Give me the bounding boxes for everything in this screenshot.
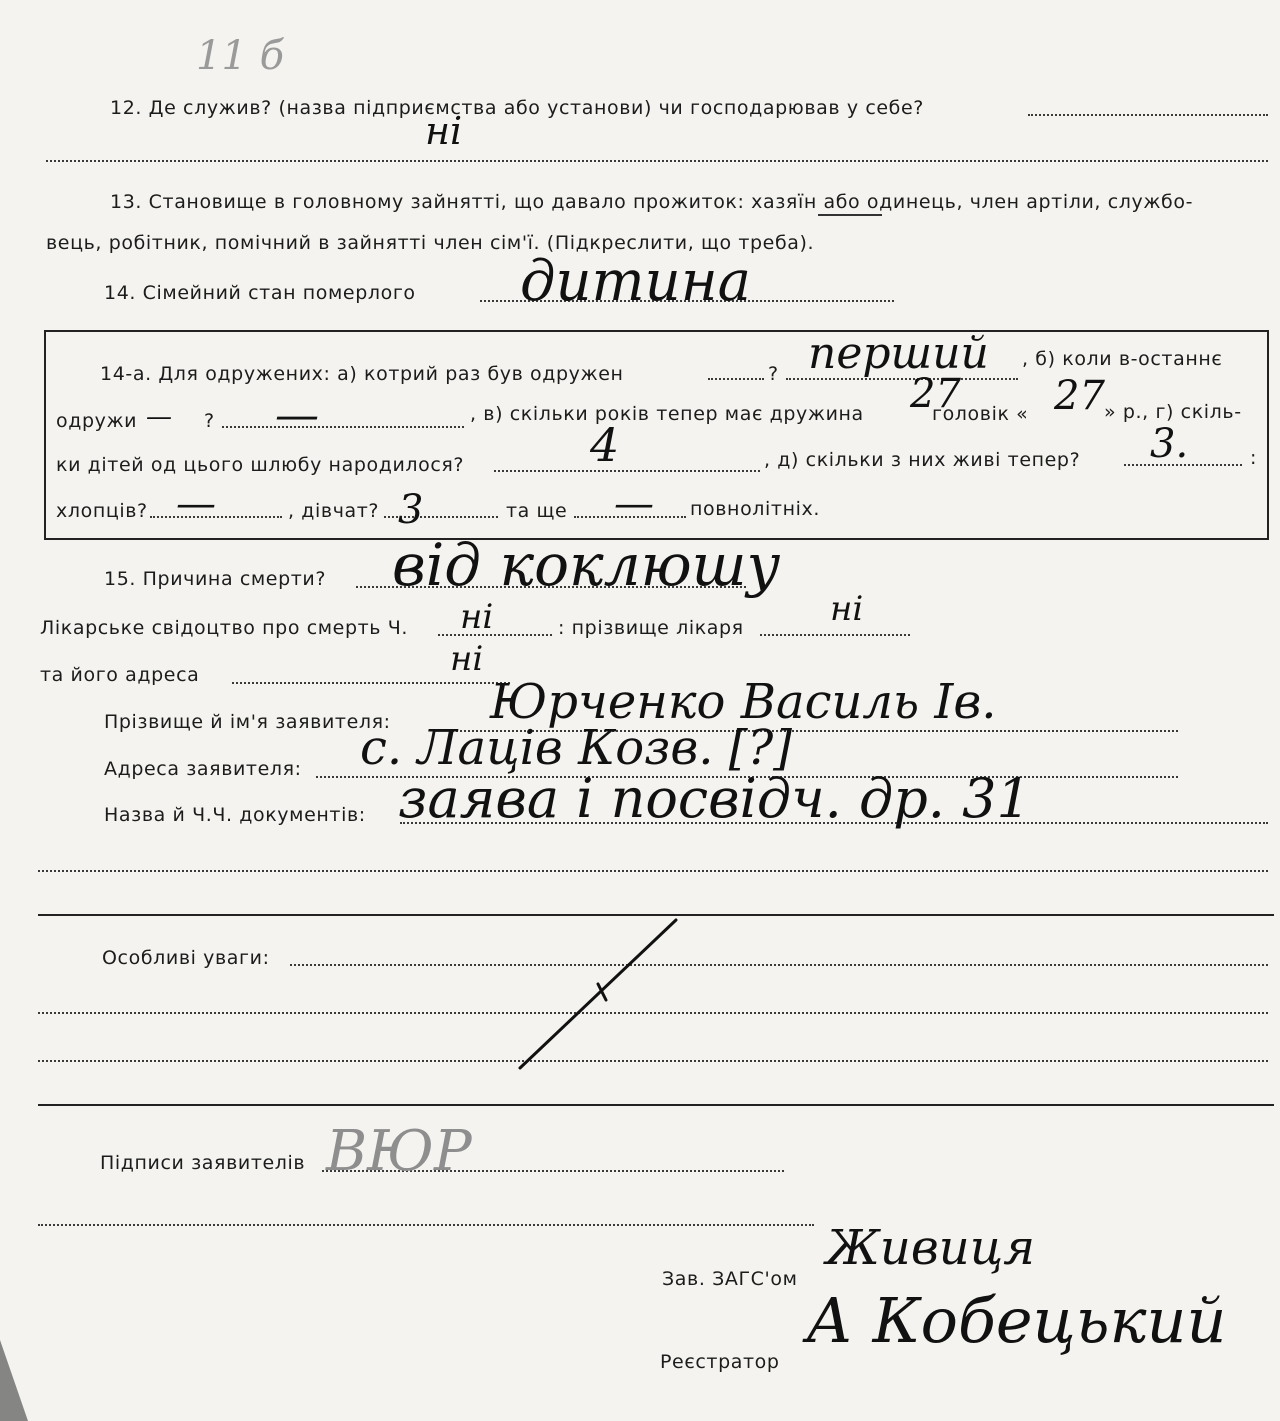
head-zags-signature: Живиця <box>826 1220 1035 1276</box>
married-line2-spouse-age-label: , в) скільки років тепер має дружина <box>470 403 864 425</box>
doctor-certificate-answer: ні <box>460 597 494 637</box>
question-14-label: 14. Сімейний стан померлого <box>104 282 416 304</box>
question-12-label: 12. Де служив? (назва підприємства або установи) чи господарював у себе? <box>110 97 924 119</box>
documents-answer: заява і посвідч. др. 31 <box>398 767 1031 830</box>
page-edge-shadow <box>0 1340 28 1421</box>
married-line2-suffix: » р., г) скіль- <box>1104 401 1242 423</box>
married-line3-label: ки дітей од цього шлюбу народилося? <box>56 454 465 476</box>
married-line2-husband-label: головік « <box>932 403 1029 425</box>
married-line3-alive-label: , д) скільки з них живі тепер? <box>764 449 1081 471</box>
doctor-certificate-label: Лікарське свідоцтво про смерть Ч. <box>40 617 408 639</box>
question-14-answer: дитина <box>520 249 751 314</box>
question-12-answer: ні <box>425 109 463 153</box>
doctor-name-label: : прізвище лікаря <box>558 617 744 639</box>
registrar-signature: А Кобецький <box>806 1284 1227 1357</box>
question-13-line2: вець, робітник, помічний в зайнятті член сім'ї. (Підкреслити, що треба). <box>46 232 815 254</box>
question-13-line1: 13. Становище в головному зайнятті, що давало прожиток: хазяїн або одинець, член артіли, службо- <box>110 191 1194 213</box>
doctor-address-answer: ні <box>450 639 484 679</box>
spouse-age-answer-2: 27 <box>1054 373 1105 419</box>
head-zags-label: Зав. ЗАГС'ом <box>662 1268 798 1290</box>
married-line3-colon: : <box>1250 447 1258 469</box>
married-line2-label: одружи <box>56 410 138 432</box>
cause-of-death-answer: від коклюшу <box>392 531 781 599</box>
children-alive-answer: 3. <box>1150 421 1189 467</box>
applicant-address-answer: с. Лаців Козв. [?] <box>360 720 792 776</box>
applicant-signature: ВЮР <box>326 1119 472 1184</box>
married-line1-label: 14-а. Для одружених: а) котрий раз був одружен <box>100 363 624 385</box>
last-married-answer-2: — <box>275 390 319 441</box>
married-line4-more-label: та ще <box>506 500 568 522</box>
married-times-answer: перший <box>808 328 989 379</box>
married-line4-adults-label: повнолітніх. <box>690 498 820 520</box>
question-15-label: 15. Причина смерти? <box>104 568 327 590</box>
children-born-answer: 4 <box>590 418 620 472</box>
corner-note: 11 б <box>196 33 285 79</box>
remarks-strike-through <box>520 920 676 1068</box>
applicant-name-answer: Юрченко Василь Ів. <box>490 674 997 730</box>
registrar-label: Реєстратор <box>660 1351 780 1373</box>
remarks-label: Особливі уваги: <box>102 947 270 969</box>
doctor-address-label: та його адреса <box>40 664 200 686</box>
married-line1-suffix: , б) коли в-останнє <box>1022 348 1223 370</box>
last-married-answer: — <box>146 402 172 432</box>
doctor-name-answer: ні <box>830 589 864 629</box>
girls-answer: 3 <box>398 487 424 533</box>
spouse-age-answer: 27 <box>910 371 961 417</box>
married-line2-question: ? <box>204 410 215 432</box>
adults-answer: — <box>614 481 654 527</box>
boys-answer: — <box>176 481 216 527</box>
documents-label: Назва й Ч.Ч. документів: <box>104 804 366 826</box>
married-line4-boys-label: хлопців? <box>56 500 148 522</box>
applicant-name-label: Прізвище й ім'я заявителя: <box>104 711 391 733</box>
applicant-address-label: Адреса заявителя: <box>104 758 302 780</box>
signatures-label: Підписи заявителів <box>100 1152 306 1174</box>
married-line4-girls-label: , дівчат? <box>288 500 380 522</box>
married-line1-question: ? <box>768 363 779 385</box>
